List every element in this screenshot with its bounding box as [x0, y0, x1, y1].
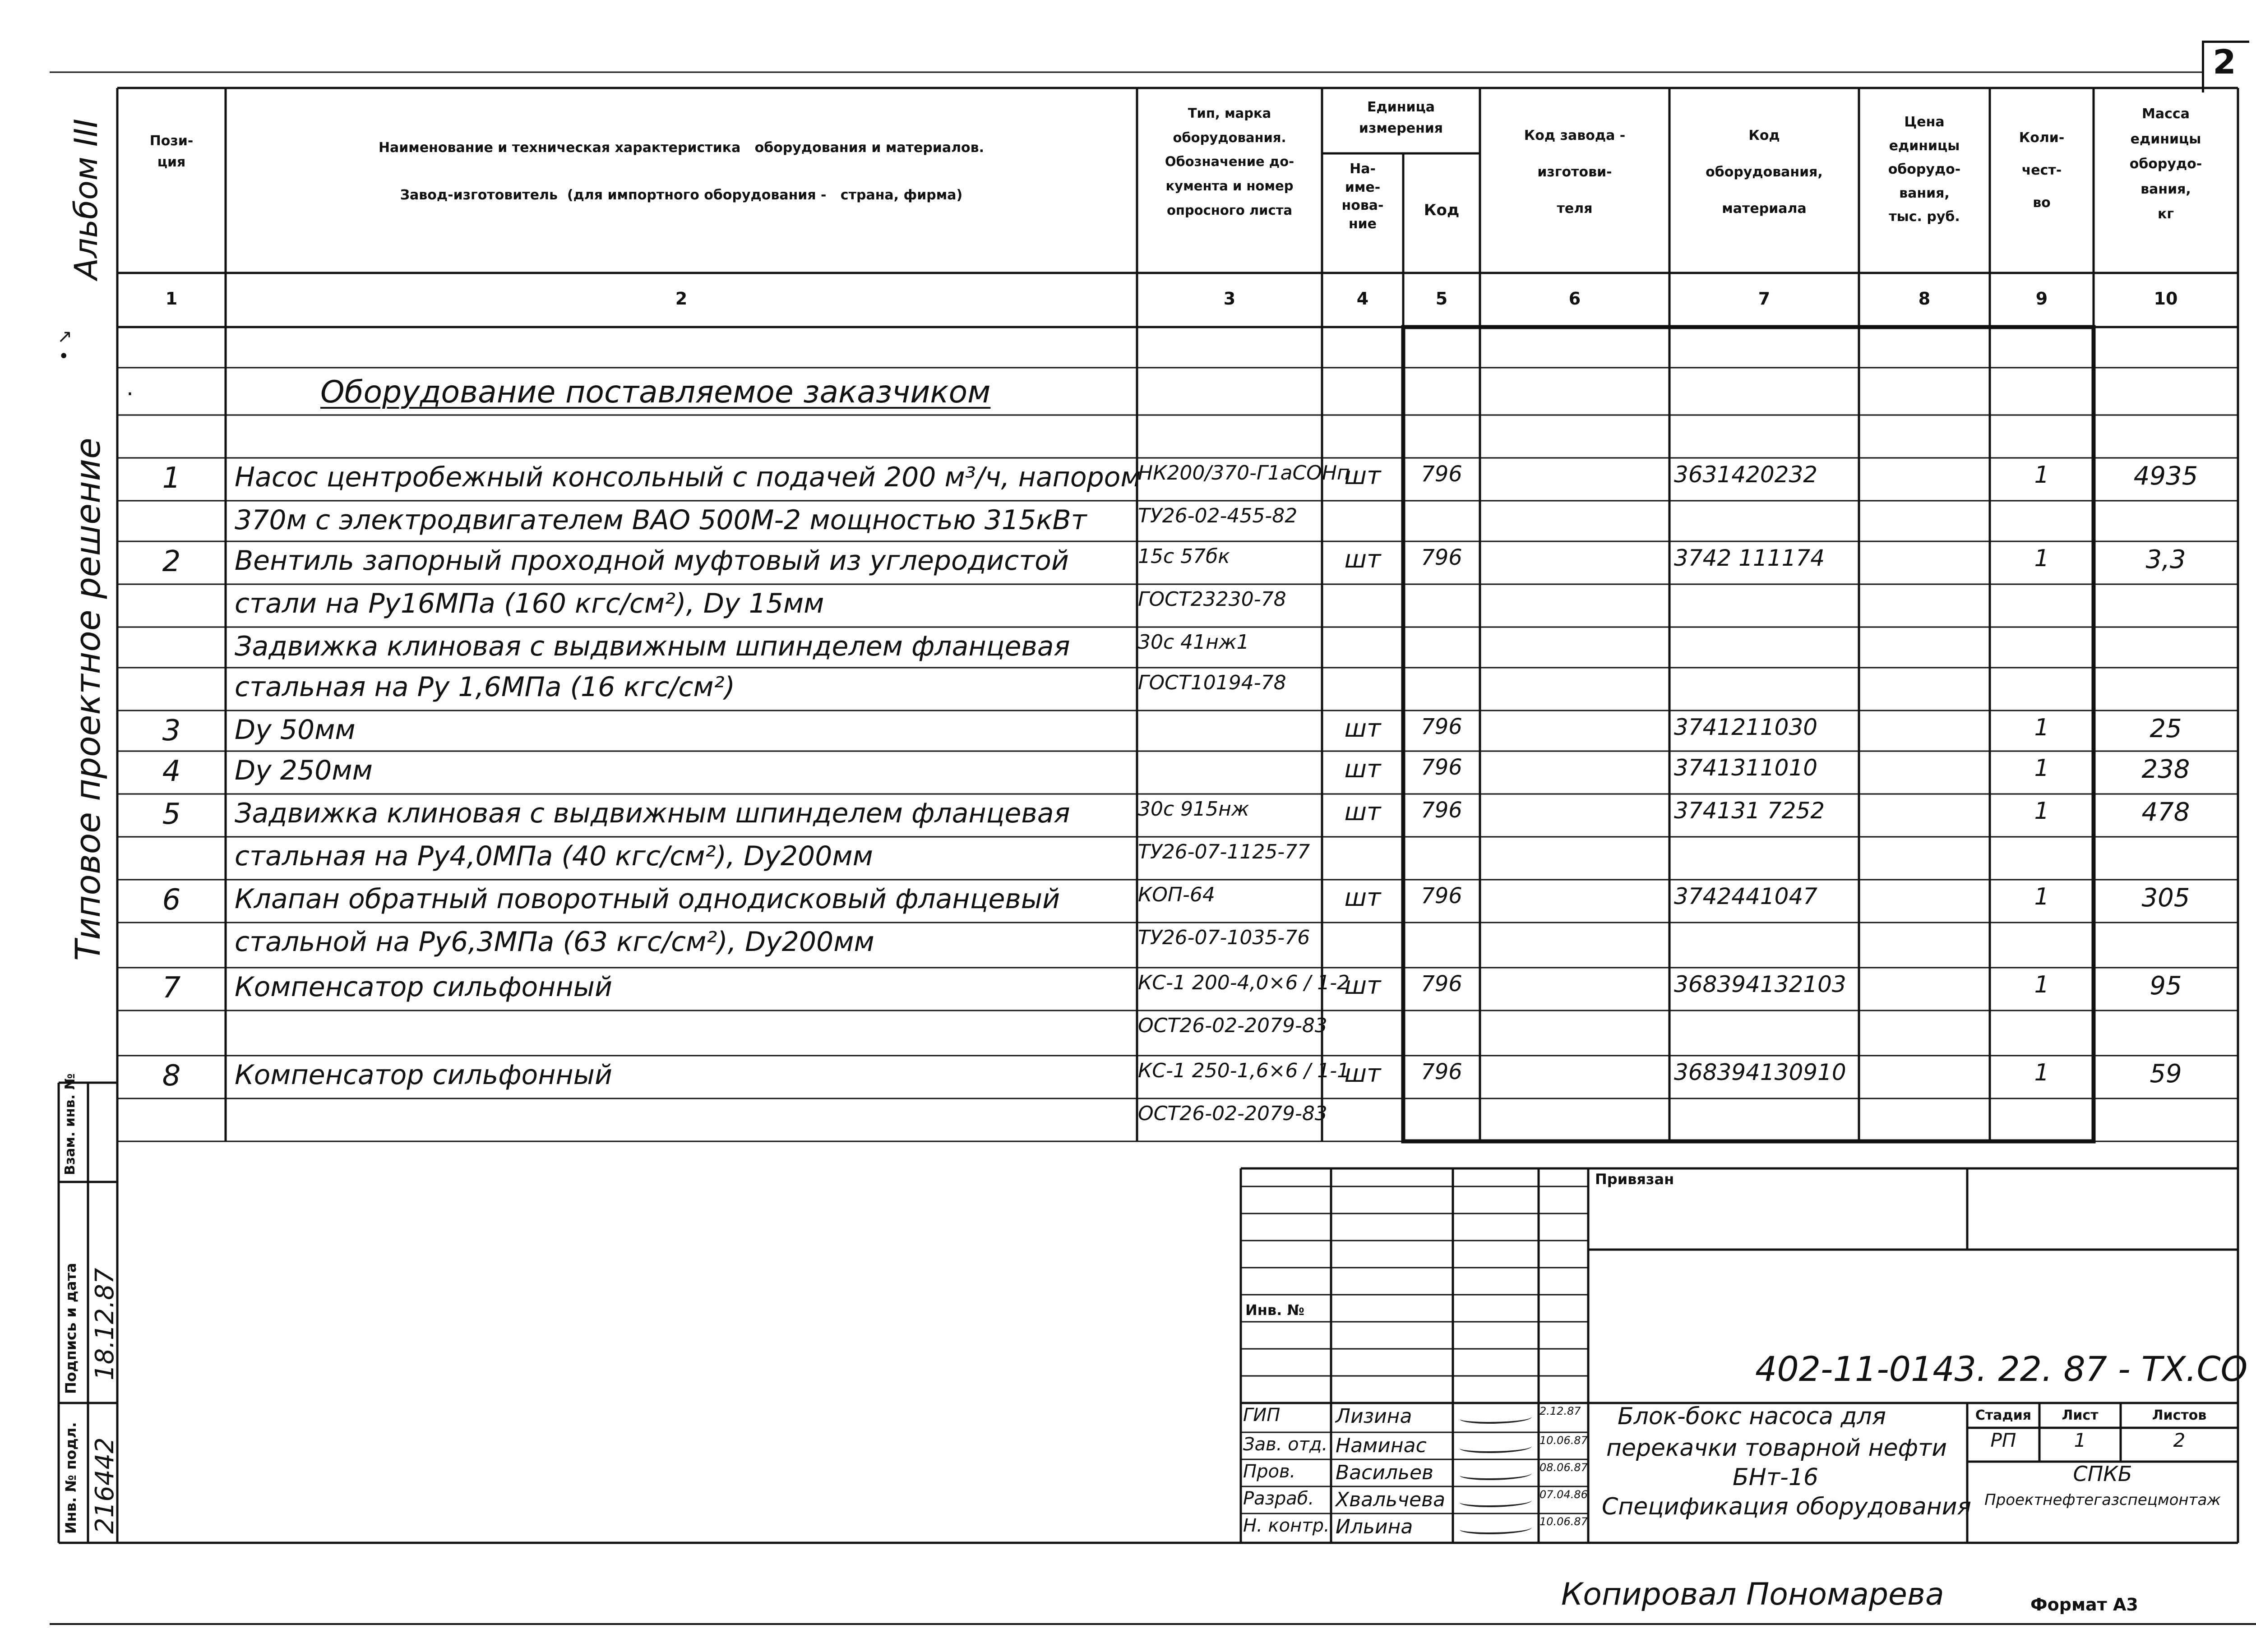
row-unit: шт: [1344, 755, 1381, 783]
row-unit: шт: [1344, 714, 1381, 743]
row-type: ТУ26-02-455-82: [1138, 504, 1298, 527]
stamp-title-3: БНт-16: [1733, 1464, 1818, 1491]
row-name: Задвижка клиновая с выдвижным шпинделем фланцевая: [235, 631, 1070, 662]
row-unit: шт: [1344, 798, 1381, 826]
row-code: 796: [1421, 755, 1462, 780]
row-name: Вентиль запорный проходной муфтовый из углеродистой: [235, 545, 1069, 577]
stamp-names: Хвальчева: [1336, 1488, 1446, 1511]
row-type: 15с 57бк: [1138, 545, 1230, 568]
section-dot: .: [126, 374, 134, 401]
row-mass: 238: [2141, 755, 2190, 784]
stamp-roles: Н. контр.: [1243, 1515, 1330, 1536]
section-title: Оборудование поставляемое заказчиком: [320, 374, 991, 410]
row-name: Задвижка клиновая с выдвижным шпинделем фланцевая: [235, 798, 1070, 829]
row-pos: 6: [162, 883, 181, 917]
stamp-dates: 10.06.87: [1539, 1434, 1588, 1447]
stamp-title-1: Блок-бокс насоса для: [1618, 1403, 1886, 1430]
row-pos: 8: [162, 1059, 181, 1093]
stamp-names: Наминас: [1336, 1434, 1427, 1457]
row-name: стальной на Ру6,3МПа (63 кгс/см²), Dу200мм: [235, 926, 874, 958]
row-code: 796: [1421, 714, 1462, 739]
row-pos: 2: [162, 545, 181, 578]
header-unit-code: Код: [1424, 201, 1460, 219]
row-qty: 1: [2034, 714, 2049, 741]
row-name: Насос центробежный консольный с подачей 200 м³/ч, напором: [235, 461, 1141, 493]
row-qty: 1: [2034, 545, 2049, 572]
colnum-9: 9: [2035, 289, 2048, 309]
row-type: ГОСТ10194-78: [1138, 671, 1286, 694]
header-qty: Коли- чест- во: [2019, 130, 2065, 211]
row-mass: 3,3: [2145, 545, 2186, 574]
header-unit-name: На- име- нова- ние: [1341, 161, 1384, 232]
header-position: Пози- ция: [149, 133, 194, 170]
row-mass: 95: [2150, 971, 2182, 1001]
row-unit: шт: [1344, 461, 1381, 490]
stamp-dates: 08.06.87: [1539, 1461, 1588, 1474]
row-mat: 374131 7252: [1674, 798, 1825, 824]
row-name: Компенсатор сильфонный: [235, 971, 613, 1003]
row-code: 796: [1421, 461, 1462, 487]
row-type: КОП-64: [1138, 883, 1215, 906]
row-type: ТУ26-07-1125-77: [1138, 840, 1310, 863]
row-name: стали на Ру16МПа (160 кгс/см²), Dу 15мм: [235, 588, 824, 619]
colnum-8: 8: [1918, 289, 1931, 309]
row-mat: 3741211030: [1674, 714, 1818, 740]
row-mat: 3631420232: [1674, 461, 1818, 488]
strip-podpis-value: 18.12.87: [90, 1268, 120, 1380]
header-equip-code: Код оборудования, материала: [1706, 128, 1823, 217]
row-code: 796: [1421, 1059, 1462, 1084]
row-name: Компенсатор сильфонный: [235, 1059, 613, 1091]
stamp-title-4: Спецификация оборудования: [1602, 1493, 1971, 1520]
row-name: 370м с электродвигателем ВАО 500М-2 мощностью 315кВт: [235, 504, 1087, 536]
stamp-dates: 10.06.87: [1539, 1515, 1588, 1528]
row-qty: 1: [2034, 1059, 2049, 1086]
row-pos: 1: [162, 461, 181, 495]
copied-by: Копировал Пономарева: [1561, 1577, 1944, 1612]
row-name: стальная на Ру 1,6МПа (16 кгс/см²): [235, 671, 735, 703]
stamp-roles: Разраб.: [1243, 1488, 1314, 1509]
stage-label: Стадия: [1975, 1407, 2032, 1423]
colnum-4: 4: [1356, 289, 1369, 309]
row-qty: 1: [2034, 883, 2049, 910]
stamp-names: Лизина: [1336, 1405, 1412, 1428]
row-mat: 3742 111174: [1674, 545, 1825, 571]
row-qty: 1: [2034, 755, 2049, 782]
row-pos: 5: [162, 798, 181, 831]
sheet-value: 1: [2074, 1429, 2086, 1451]
row-pos: 4: [162, 755, 181, 788]
row-type: КС-1 200-4,0×6 / 1-2: [1138, 971, 1350, 994]
stamp-roles: Зав. отд.: [1243, 1434, 1328, 1455]
row-name: стальная на Ру4,0МПа (40 кгс/см²), Dу200мм: [235, 840, 873, 872]
row-qty: 1: [2034, 798, 2049, 825]
stamp-dates: 07.04.86: [1539, 1488, 1588, 1501]
colnum-3: 3: [1223, 289, 1236, 309]
inv-label: Инв. №: [1245, 1301, 1304, 1319]
sheet-label: Лист: [2062, 1407, 2099, 1423]
privyazan-label: Привязан: [1595, 1171, 1674, 1188]
strip-vzam: Взам. инв. №: [62, 1073, 78, 1175]
row-type: ОСТ26-02-2079-83: [1138, 1102, 1327, 1125]
header-type: Тип, марка оборудования. Обозначение до- кумента и номер опросного листа: [1165, 106, 1294, 218]
header-factory-code: Код завода - изготови- теля: [1524, 128, 1626, 217]
row-unit: шт: [1344, 1059, 1381, 1088]
row-unit: шт: [1344, 883, 1381, 912]
strip-inv-podl: Инв. № подл.: [62, 1422, 79, 1534]
header-name-line1: Наименование и техническая характеристика оборудования и материалов.: [378, 140, 985, 156]
row-qty: 1: [2034, 971, 2049, 998]
album-label: Альбом III: [68, 119, 105, 280]
header-name-line2: Завод-изготовитель (для импортного оборудования - страна, фирма): [400, 187, 963, 203]
row-type: ГОСТ23230-78: [1138, 588, 1286, 611]
page-number: 2: [2213, 43, 2236, 82]
row-mass: 4935: [2133, 461, 2198, 491]
sheets-label: Листов: [2152, 1407, 2207, 1423]
row-type: 30с 41нж1: [1138, 631, 1249, 654]
row-name: Dу 250мм: [235, 755, 373, 786]
colnum-5: 5: [1435, 289, 1448, 309]
stamp-roles: Пров.: [1243, 1461, 1296, 1482]
row-mat: 3742441047: [1674, 883, 1818, 909]
colnum-10: 10: [2154, 289, 2178, 309]
row-code: 796: [1421, 545, 1462, 570]
row-mass: 25: [2150, 714, 2182, 743]
row-type: КС-1 250-1,6×6 / 1-1: [1138, 1059, 1350, 1082]
colnum-6: 6: [1568, 289, 1581, 309]
stamp-title-2: перекачки товарной нефти: [1606, 1435, 1947, 1462]
strip-inv-podl-value: 216442: [90, 1437, 120, 1534]
side-dots: • ↘: [54, 329, 75, 361]
org-line1: СПКБ: [2073, 1462, 2132, 1486]
strip-podpis: Подпись и дата: [62, 1263, 79, 1394]
sheets-value: 2: [2173, 1429, 2186, 1451]
row-qty: 1: [2034, 461, 2049, 489]
row-type: НК200/370-Г1аСОНп: [1138, 461, 1350, 485]
row-mat: 3741311010: [1674, 755, 1818, 781]
row-type: 30с 915нж: [1138, 798, 1249, 821]
colnum-2: 2: [675, 289, 688, 309]
row-mass: 305: [2141, 883, 2190, 913]
colnum-7: 7: [1758, 289, 1771, 309]
row-unit: шт: [1344, 545, 1381, 573]
stage-value: РП: [1990, 1429, 2016, 1451]
row-mass: 59: [2150, 1059, 2182, 1089]
header-unit: Единица измерения: [1359, 99, 1443, 136]
row-unit: шт: [1344, 971, 1381, 1000]
row-mat: 368394132103: [1674, 971, 1846, 997]
row-pos: 7: [162, 971, 181, 1005]
row-type: ОСТ26-02-2079-83: [1138, 1014, 1327, 1037]
row-code: 796: [1421, 971, 1462, 997]
row-code: 796: [1421, 798, 1462, 823]
header-price: Цена единицы оборудо- вания, тыс. руб.: [1888, 114, 1961, 225]
header-mass: Масса единицы оборудо- вания, кг: [2129, 106, 2202, 222]
org-line2: Проектнефтегазспецмонтаж: [1984, 1491, 2221, 1509]
stamp-dates: 2.12.87: [1539, 1405, 1581, 1417]
document-code: 402-11-0143. 22. 87 - ТХ.СО: [1755, 1349, 2248, 1389]
row-type: ТУ26-07-1035-76: [1138, 926, 1310, 949]
stamp-names: Ильина: [1336, 1515, 1413, 1538]
format-label: Формат А3: [2030, 1595, 2138, 1615]
side-label: Типовое проектное решение: [68, 438, 108, 961]
row-mass: 478: [2141, 798, 2190, 827]
row-mat: 368394130910: [1674, 1059, 1846, 1085]
row-code: 796: [1421, 883, 1462, 909]
colnum-1: 1: [165, 289, 178, 309]
row-pos: 3: [162, 714, 181, 748]
row-name: Dу 50мм: [235, 714, 356, 746]
stamp-names: Васильев: [1336, 1461, 1433, 1484]
row-name: Клапан обратный поворотный однодисковый фланцевый: [235, 883, 1060, 915]
stamp-roles: ГИП: [1243, 1405, 1281, 1426]
